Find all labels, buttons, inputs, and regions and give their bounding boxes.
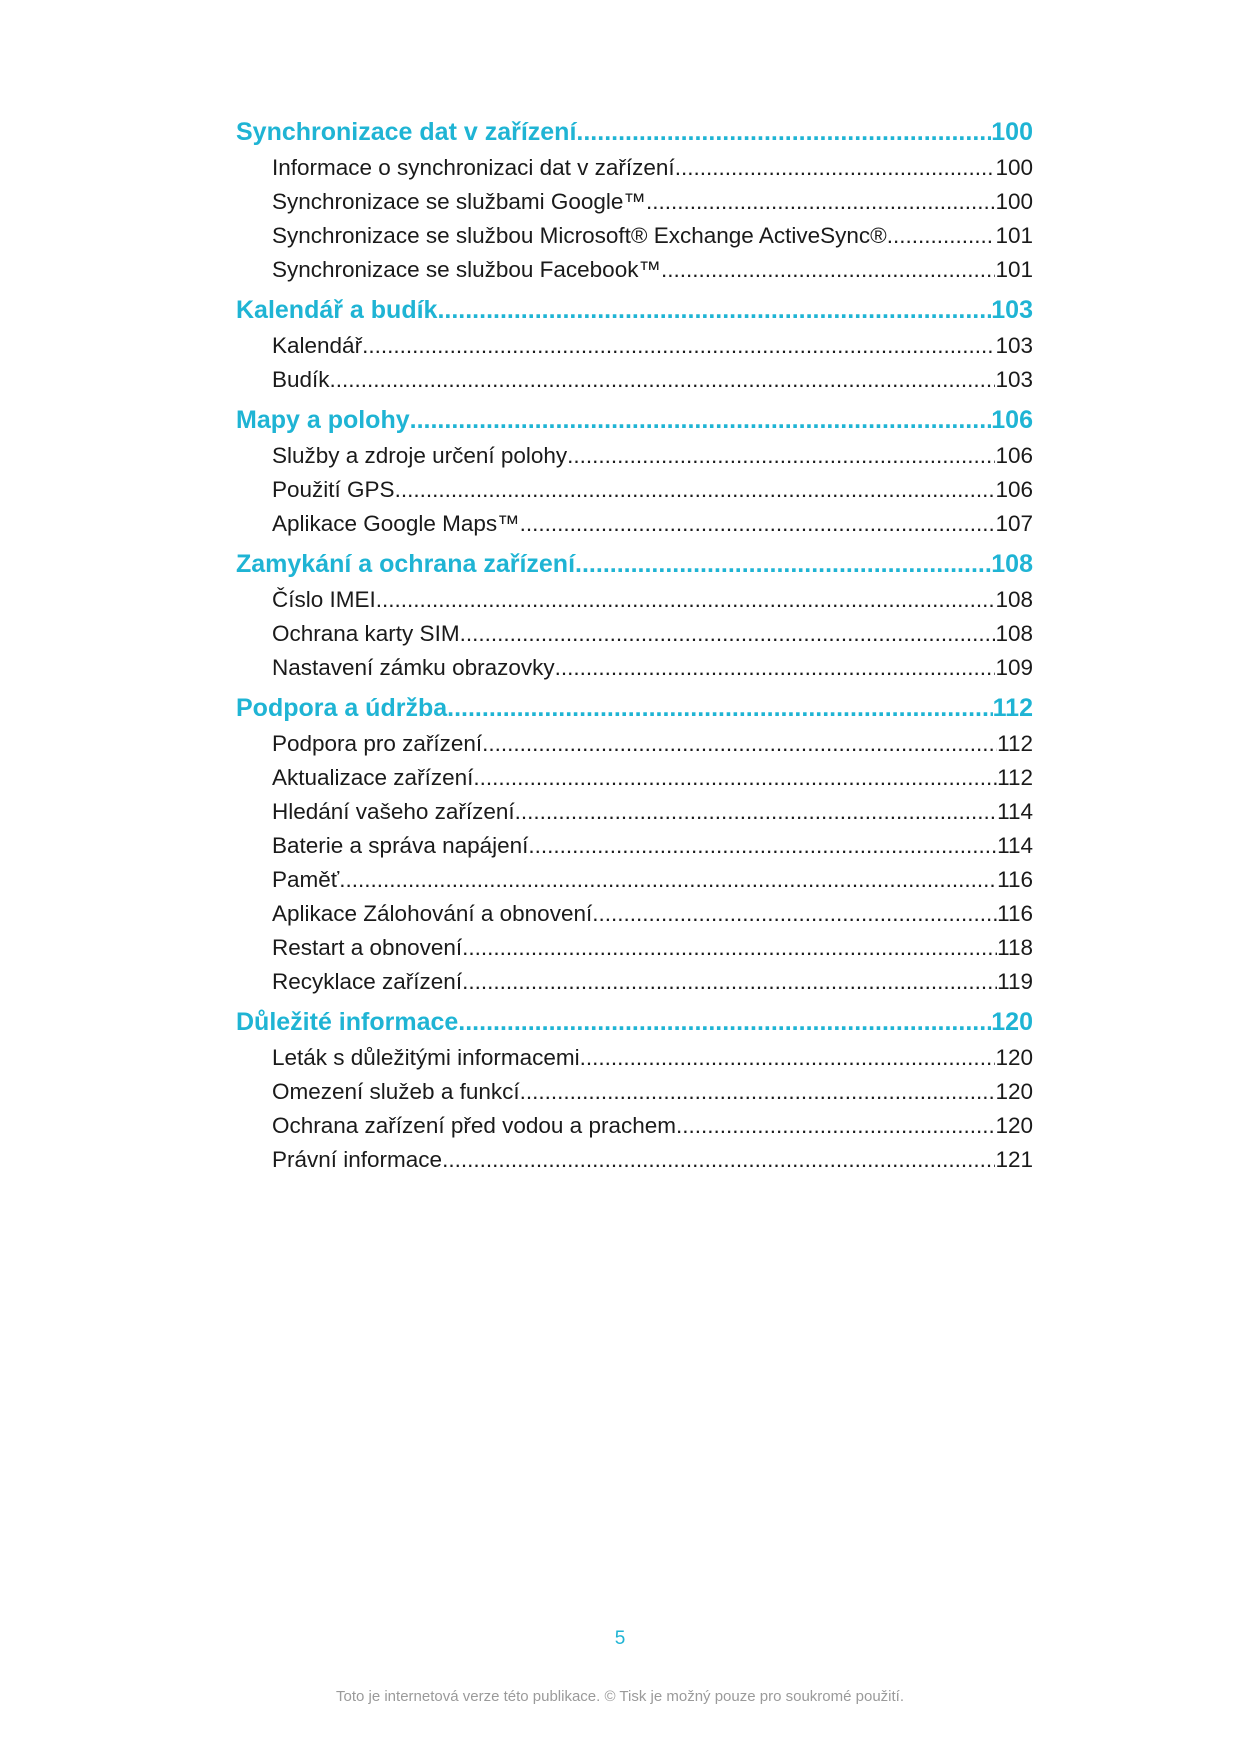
toc-heading-title: Podpora a údržba: [236, 694, 448, 722]
toc-heading[interactable]: [236, 401, 1033, 439]
toc-entry-title: Číslo IMEI: [272, 587, 376, 612]
dot-leader: [676, 1109, 995, 1143]
toc-entry[interactable]: [236, 439, 1033, 473]
dot-leader: [410, 401, 992, 439]
toc-heading-page: 120: [991, 1008, 1033, 1036]
toc-entry-title: Informace o synchronizaci dat v zařízení: [272, 155, 675, 180]
toc-section: [236, 689, 1033, 999]
toc-entry[interactable]: [236, 507, 1033, 541]
dot-leader: [661, 253, 995, 287]
toc-entry[interactable]: [236, 253, 1033, 287]
toc-entry-title: Synchronizace se službami Google™: [272, 189, 646, 214]
table-of-contents: [236, 113, 1033, 1177]
toc-entry-title: Podpora pro zařízení: [272, 731, 483, 756]
dot-leader: [473, 761, 997, 795]
toc-entry-page: 106: [995, 477, 1033, 502]
toc-entry-page: 118: [997, 935, 1033, 960]
toc-entry-title: Nastavení zámku obrazovky: [272, 655, 555, 680]
dot-leader: [376, 583, 996, 617]
toc-entry[interactable]: [236, 761, 1033, 795]
toc-entry-title: Služby a zdroje určení polohy: [272, 443, 568, 468]
toc-entry[interactable]: [236, 829, 1033, 863]
toc-entry-page: 101: [995, 257, 1033, 282]
toc-heading-page: 112: [992, 694, 1033, 722]
toc-heading-page: 108: [991, 550, 1033, 578]
toc-entry-page: 112: [997, 765, 1033, 790]
toc-heading-page: 100: [991, 118, 1033, 146]
toc-entry[interactable]: [236, 151, 1033, 185]
dot-leader: [362, 329, 995, 363]
dot-leader: [555, 651, 996, 685]
dot-leader: [447, 689, 993, 727]
toc-entry[interactable]: [236, 863, 1033, 897]
toc-entry-page: 114: [997, 799, 1033, 824]
toc-entry-title: Kalendář: [272, 333, 363, 358]
dot-leader: [575, 545, 991, 583]
dot-leader: [887, 219, 996, 253]
toc-entry[interactable]: [236, 185, 1033, 219]
toc-entry-page: 103: [995, 367, 1033, 392]
toc-entry-page: 120: [995, 1113, 1033, 1138]
toc-entry-title: Použití GPS: [272, 477, 395, 502]
toc-entry-title: Hledání vašeho zařízení: [272, 799, 515, 824]
dot-leader: [567, 439, 995, 473]
toc-heading[interactable]: [236, 1003, 1033, 1041]
dot-leader: [442, 1143, 995, 1177]
toc-heading-title: Synchronizace dat v zařízení: [236, 118, 577, 146]
dot-leader: [330, 363, 996, 397]
toc-entry-page: 116: [997, 867, 1033, 892]
dot-leader: [462, 965, 997, 999]
toc-entry[interactable]: [236, 473, 1033, 507]
dot-leader: [482, 727, 997, 761]
toc-entry-page: 100: [995, 189, 1033, 214]
toc-entry-title: Synchronizace se službou Microsoft® Exchange ActiveSync®: [272, 223, 887, 248]
dot-leader: [675, 151, 996, 185]
toc-entry[interactable]: [236, 651, 1033, 685]
toc-entry[interactable]: [236, 583, 1033, 617]
toc-heading[interactable]: [236, 291, 1033, 329]
toc-entry-page: 106: [995, 443, 1033, 468]
toc-entry-title: Recyklace zařízení: [272, 969, 463, 994]
toc-heading-title: Důležité informace: [236, 1008, 459, 1036]
toc-entry-title: Synchronizace se službou Facebook™: [272, 257, 661, 282]
dot-leader: [520, 1075, 996, 1109]
dot-leader: [520, 507, 996, 541]
page-number: 5: [614, 1628, 626, 1649]
toc-entry-title: Omezení služeb a funkcí: [272, 1079, 520, 1104]
toc-entry-page: 120: [995, 1045, 1033, 1070]
toc-entry[interactable]: [236, 1075, 1033, 1109]
toc-entry-page: 101: [995, 223, 1033, 248]
toc-entry-page: 108: [995, 621, 1033, 646]
toc-heading-title: Zamykání a ochrana zařízení: [236, 550, 576, 578]
toc-entry-page: 116: [997, 901, 1033, 926]
toc-entry[interactable]: [236, 363, 1033, 397]
toc-entry-title: Paměť: [272, 867, 340, 892]
toc-entry[interactable]: [236, 329, 1033, 363]
toc-heading-page: 106: [991, 406, 1033, 434]
toc-section: [236, 545, 1033, 685]
toc-entry-page: 109: [995, 655, 1033, 680]
dot-leader: [339, 863, 997, 897]
dot-leader: [460, 617, 996, 651]
toc-heading[interactable]: [236, 689, 1033, 727]
toc-entry-page: 107: [995, 511, 1033, 536]
toc-entry-title: Aplikace Google Maps™: [272, 511, 520, 536]
toc-section: [236, 401, 1033, 541]
dot-leader: [592, 897, 997, 931]
toc-entry-title: Restart a obnovení: [272, 935, 463, 960]
dot-leader: [437, 291, 991, 329]
toc-entry[interactable]: [236, 931, 1033, 965]
toc-section: [236, 291, 1033, 397]
toc-entry-page: 119: [997, 969, 1033, 994]
toc-heading[interactable]: [236, 545, 1033, 583]
toc-entry-title: Aktualizace zařízení: [272, 765, 474, 790]
toc-entry[interactable]: [236, 1143, 1033, 1177]
toc-heading-title: Kalendář a budík: [236, 296, 438, 324]
toc-entry[interactable]: [236, 617, 1033, 651]
toc-entry-page: 100: [995, 155, 1033, 180]
toc-entry-page: 114: [997, 833, 1033, 858]
toc-entry-page: 108: [995, 587, 1033, 612]
toc-entry-title: Aplikace Zálohování a obnovení: [272, 901, 593, 926]
toc-entry-page: 112: [997, 731, 1033, 756]
toc-entry-page: 103: [995, 333, 1033, 358]
toc-entry[interactable]: [236, 727, 1033, 761]
toc-entry-title: Právní informace: [272, 1147, 443, 1172]
toc-entry-page: 121: [995, 1147, 1033, 1172]
dot-leader: [458, 1003, 991, 1041]
toc-heading-title: Mapy a polohy: [236, 406, 410, 434]
toc-section: [236, 113, 1033, 287]
toc-entry-title: Budík: [272, 367, 330, 392]
toc-entry[interactable]: [236, 795, 1033, 829]
dot-leader: [515, 795, 997, 829]
toc-entry-title: Ochrana zařízení před vodou a prachem: [272, 1113, 676, 1138]
toc-entry-page: 120: [995, 1079, 1033, 1104]
toc-entry-title: Leták s důležitými informacemi: [272, 1045, 580, 1070]
toc-entry-title: Ochrana karty SIM: [272, 621, 460, 646]
dot-leader: [580, 1041, 996, 1075]
toc-entry[interactable]: [236, 965, 1033, 999]
toc-heading-page: 103: [991, 296, 1033, 324]
toc-section: [236, 1003, 1033, 1177]
toc-heading[interactable]: [236, 113, 1033, 151]
toc-entry[interactable]: [236, 219, 1033, 253]
dot-leader: [646, 185, 996, 219]
footer-note: Toto je internetová verze této publikace. © Tisk je možný pouze pro soukromé použití.: [335, 1688, 904, 1705]
dot-leader: [528, 829, 997, 863]
dot-leader: [576, 113, 991, 151]
dot-leader: [462, 931, 997, 965]
dot-leader: [395, 473, 996, 507]
toc-entry[interactable]: [236, 1109, 1033, 1143]
toc-entry-title: Baterie a správa napájení: [272, 833, 529, 858]
toc-entry[interactable]: [236, 897, 1033, 931]
toc-entry[interactable]: [236, 1041, 1033, 1075]
